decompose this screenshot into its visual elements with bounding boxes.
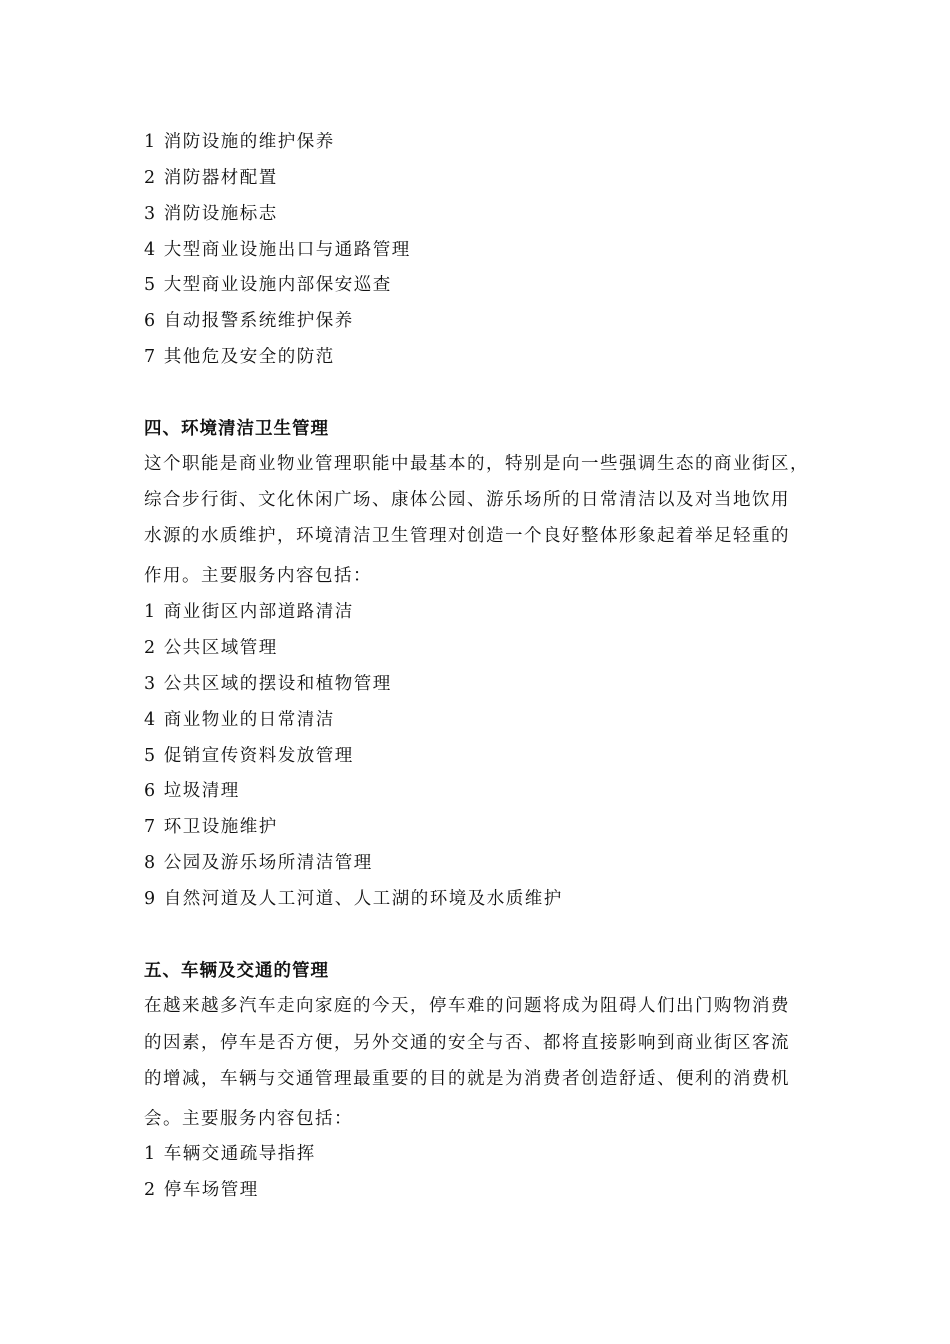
- list-item: 1 商业街区内部道路清洁: [144, 602, 354, 622]
- paragraph-line: 的增减，车辆与交通管理最重要的目的就是为消费者创造舒适、便利的消费机: [144, 1069, 790, 1089]
- list-item: 1 车辆交通疏导指挥: [144, 1144, 316, 1164]
- paragraph-line: 在越来越多汽车走向家庭的今天，停车难的问题将成为阻碍人们出门购物消费: [144, 996, 790, 1016]
- paragraph-line: 会。主要服务内容包括：: [144, 1109, 353, 1129]
- list-item: 4 商业物业的日常清洁: [144, 710, 335, 730]
- list-item: 7 其他危及安全的防范: [144, 347, 335, 367]
- list-item: 6 自动报警系统维护保养: [144, 311, 354, 331]
- list-item: 6 垃圾清理: [144, 781, 240, 801]
- list-item: 7 环卫设施维护: [144, 817, 278, 837]
- paragraph-line: 的因素，停车是否方便，另外交通的安全与否、都将直接影响到商业街区客流: [144, 1033, 790, 1053]
- list-item: 4 大型商业设施出口与通路管理: [144, 240, 411, 260]
- paragraph-line: 综合步行街、文化休闲广场、康体公园、游乐场所的日常清洁以及对当地饮用: [144, 490, 790, 510]
- list-item: 1 消防设施的维护保养: [144, 132, 335, 152]
- list-item: 5 促销宣传资料发放管理: [144, 746, 354, 766]
- list-item: 2 停车场管理: [144, 1180, 259, 1200]
- paragraph-line: 这个职能是商业物业管理职能中最基本的，特别是向一些强调生态的商业街区，: [144, 454, 809, 474]
- paragraph-line: 作用。主要服务内容包括：: [144, 566, 372, 586]
- list-item: 2 消防器材配置: [144, 168, 278, 188]
- list-item: 3 消防设施标志: [144, 204, 278, 224]
- list-item: 5 大型商业设施内部保安巡查: [144, 275, 392, 295]
- list-item: 9 自然河道及人工河道、人工湖的环境及水质维护: [144, 889, 563, 909]
- section-heading: 五、车辆及交通的管理: [144, 961, 329, 981]
- section-heading: 四、环境清洁卫生管理: [144, 419, 329, 439]
- paragraph-line: 水源的水质维护，环境清洁卫生管理对创造一个良好整体形象起着举足轻重的: [144, 526, 790, 546]
- list-item: 2 公共区域管理: [144, 638, 278, 658]
- list-item: 3 公共区域的摆设和植物管理: [144, 674, 392, 694]
- list-item: 8 公园及游乐场所清洁管理: [144, 853, 373, 873]
